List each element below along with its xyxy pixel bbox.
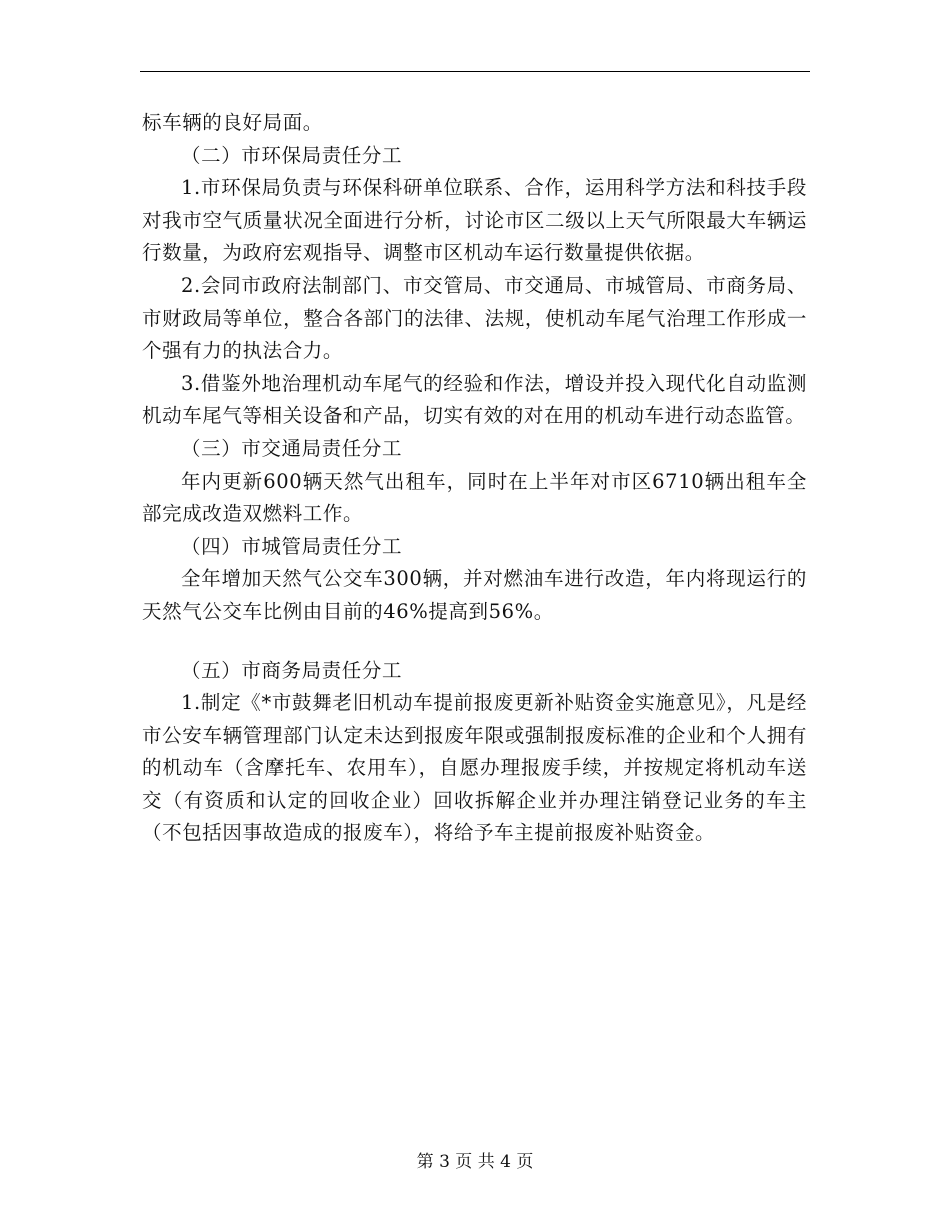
section-heading-transport-bureau: （三）市交通局责任分工 [181, 436, 403, 460]
section-heading-urban-management-bureau: （四）市城管局责任分工 [181, 534, 403, 558]
page-footer [0, 1152, 950, 1172]
section-heading-environmental-bureau: （二）市环保局责任分工 [181, 143, 403, 167]
section-heading-commerce-bureau: （五）市商务局责任分工 [181, 658, 403, 682]
paragraph-spacer [142, 629, 807, 655]
paragraph-urban-management: 全年增加天然气公交车300辆，并对燃油车进行改造，年内将现运行的天然气公交车比例由目前的46%提高到56%。 [142, 567, 807, 623]
header-rule [140, 71, 810, 72]
page-number-label: 第 3 页 共 4 页 [416, 1152, 534, 1172]
document-body [142, 107, 807, 850]
paragraph-env-item-3: 3.借鉴外地治理机动车尾气的经验和作法，增设并投入现代化自动监测机动车尾气等相关设备和产品，切实有效的对在用的机动车进行动态监管。 [142, 371, 807, 428]
paragraph-env-item-1: 1.市环保局负责与环保科研单位联系、合作，运用科学方法和科技手段对我市空气质量状况全面进行分析，讨论市区二级以上天气所限最大车辆运行数量，为政府宏观指导、调整市区机动车运行数量提供依据。 [142, 176, 807, 265]
paragraph-continuation: 标车辆的良好局面。 [142, 111, 323, 134]
paragraph-env-item-2: 2.会同市政府法制部门、市交管局、市交通局、市城管局、市商务局、市财政局等单位，整合各部门的法律、法规，使机动车尾气治理工作形成一个强有力的执法合力。 [142, 273, 807, 363]
paragraph-commerce-item-1: 1.制定《*市鼓舞老旧机动车提前报废更新补贴资金实施意见》，凡是经市公安车辆管理部门认定未达到报废年限或强制报废标准的企业和个人拥有的机动车（含摩托车、农用车），自愿办理报废手续，并按规定将机动车送交（有资质和认定的回收企业）回收拆解企业并办理注销登记业务的车主（不包括因事故造成的报废车），将给予车主提前报废补贴资金。 [142, 691, 807, 845]
paragraph-transport: 年内更新600辆天然气出租车，同时在上半年对市区6710辆出租车全部完成改造双燃料工作。 [142, 469, 807, 526]
